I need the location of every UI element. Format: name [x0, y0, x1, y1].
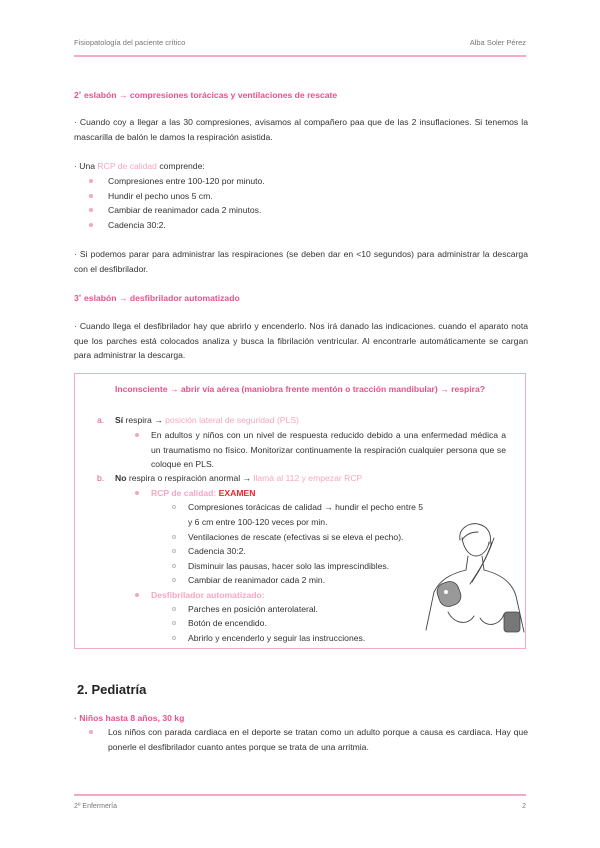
header-rule: [74, 55, 526, 57]
circle-bullet: [172, 564, 176, 568]
defibrillator-pads-illustration: [420, 520, 530, 644]
option-a-pink: posición lateral de seguridad (PLS): [165, 415, 299, 425]
footer-course: 2º Enfermería: [74, 803, 118, 810]
pediatria-sub: · Niños hasta 8 años, 30 kg: [74, 713, 185, 723]
rcp-prefix: · Una: [74, 161, 98, 171]
list-item: Hundir el pecho unos 5 cm.: [74, 189, 528, 204]
rcp-item: Cadencia 30:2.: [188, 546, 246, 556]
rcp-pink: RCP de calidad: [97, 161, 157, 171]
bullet: [135, 491, 139, 495]
rcp-heading: [151, 486, 255, 501]
circle-bullet: [172, 505, 176, 509]
list-item: Cadencia 30:2.: [74, 218, 528, 233]
option-a: [115, 413, 515, 428]
sec3-title: 3˚ eslabón → desfibrilador automatizado: [74, 293, 240, 303]
circle-bullet: [172, 621, 176, 625]
rcp-item: Cambiar de reanimador cada 2 min.: [188, 575, 326, 585]
page-number: 2: [522, 803, 526, 810]
rcp-label: RCP de calidad:: [151, 488, 219, 498]
dea-heading: Desfibrilador automatizado:: [151, 590, 265, 600]
option-a-bold: Sí: [115, 415, 124, 425]
option-b-text: respira o respiración anormal →: [126, 473, 254, 483]
pediatria-list: [74, 725, 528, 754]
section-heading-pediatria: 2. Pediatría: [77, 682, 147, 697]
option-a-text: respira →: [123, 415, 166, 425]
circle-bullet: [172, 535, 176, 539]
option-b: [115, 471, 515, 486]
rcp-item: Ventilaciones de rescate (efectivas si se eleva el pecho).: [188, 532, 404, 542]
option-b-label: b.: [97, 473, 105, 483]
pad-left: [504, 612, 520, 632]
option-b-bold: No: [115, 473, 127, 483]
dea-item: Parches en posición anterolateral.: [188, 604, 318, 614]
pad-right: [435, 579, 464, 609]
list-item: Cambiar de reanimador cada 2 minutos.: [74, 203, 528, 218]
option-a-detail: En adultos y niños con un nivel de respuesta reducido debido a una enfermedad médica a un traumatismo no físico. Monitorizar continuamente la respiración cualquier persona que se coloque en PLS.: [151, 430, 506, 469]
exam-tag: EXAMEN: [218, 488, 256, 498]
rcp-suffix: comprende:: [156, 161, 205, 171]
pad-connector: [444, 590, 448, 594]
header-subject: Fisiopatología del paciente crítico: [74, 38, 186, 47]
circle-bullet: [172, 578, 176, 582]
rcp-item: Disminuir las pausas, hacer solo las imprescindibles.: [188, 561, 390, 571]
list-item: Los niños con parada cardiaca en el deporte se tratan como un adulto porque a causa es cardiaca. Hay que ponerle el desfibrilador cuanto antes porque se trata de una arritmia.: [74, 725, 528, 754]
bullet: [135, 433, 139, 437]
sec2-p2: · Si podemos parar para administrar las respiraciones (se deben dar en <10 segundos) para administrar la descarga con el desfibrilador.: [74, 249, 528, 274]
sec2-title: 2˚ eslabón → compresiones torácicas y ventilaciones de rescate: [74, 90, 338, 100]
sec2-p1: · Cuando coy a llegar a las 30 compresiones, avisamos al compañero paa que de las 2 insuflaciones. Si tenemos la mascarilla de balón le damos la respiración asistida.: [74, 117, 528, 142]
sec2-rcp-line: [74, 159, 528, 174]
rcp-item: Compresiones torácicas de calidad → hundir el pecho entre 5 y 6 cm entre 100-120 veces por min.: [188, 502, 424, 527]
box-title: Inconsciente → abrir vía aérea (maniobra frente mentón o tracción mandibular) → respira?: [114, 384, 486, 394]
bullet: [135, 593, 139, 597]
circle-bullet: [172, 549, 176, 553]
sec2-list: [74, 174, 528, 232]
sec3-p1: · Cuando llega el desfibrilador hay que abrirlo y encenderlo. Nos irá danado las indicaciones. cuando el aparato nota que los parches está colocados analiza y busca la fibrilación ventricular. Al encontrarle automáticamente se cargan para administrar la descarga.: [74, 321, 528, 360]
option-b-pink: llamá al 112 y empezar RCP: [253, 473, 363, 483]
footer-rule: [74, 794, 526, 796]
circle-bullet: [172, 607, 176, 611]
dea-item: Botón de encendido.: [188, 618, 267, 628]
circle-bullet: [172, 636, 176, 640]
header-author: Alba Soler Pérez: [469, 38, 526, 47]
dea-item: Abrirlo y encenderlo y seguir las instrucciones.: [188, 633, 366, 643]
option-a-label: a.: [97, 415, 105, 425]
list-item: Compresiones entre 100-120 por minuto.: [74, 174, 528, 189]
